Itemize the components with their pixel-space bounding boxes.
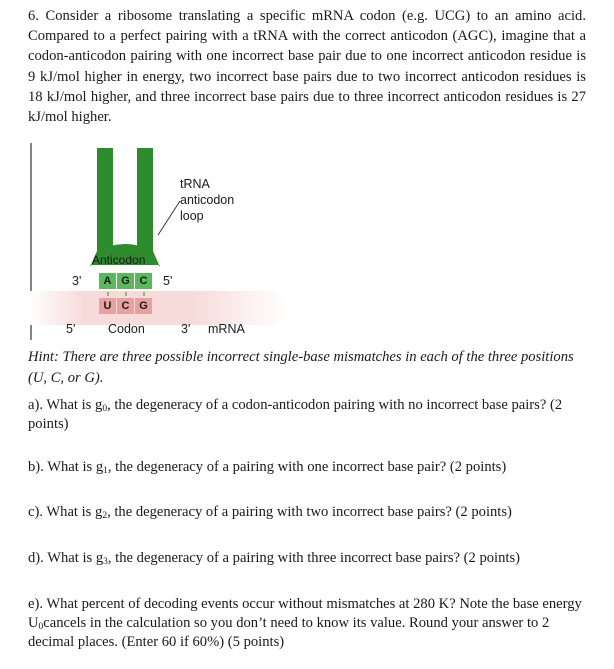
- mrna-5-prime-label: 5': [66, 322, 76, 336]
- label-pointer: [158, 201, 180, 235]
- trna-5-prime-label: 5': [163, 274, 173, 288]
- trna-left-arm: [97, 148, 113, 258]
- trna-3-prime-label: 3': [72, 274, 82, 288]
- question-b: b). What is $g_1$, the degeneracy of a pairing with one incorrect base pair? (2 points): [28, 459, 507, 476]
- ribosome-diagram: [28, 141, 288, 341]
- question-a: a). What is $g_0$, the degeneracy of a codon-anticodon pairing with no incorrect base pairs? (2 points): [28, 397, 563, 432]
- codon-base-u: U: [99, 298, 116, 314]
- anticodon-label: Anticodon: [92, 253, 146, 267]
- trna-right-arm: [137, 148, 153, 258]
- diagram-graphics: [28, 141, 288, 341]
- question-d: d). What is $g_3$, the degeneracy of a pairing with three incorrect base pairs? (2 points): [28, 550, 520, 567]
- trna-label-line-2: anticodon: [180, 193, 235, 207]
- question-c: c). What is $g_2$, the degeneracy of a pairing with two incorrect base pairs? (2 points): [28, 504, 512, 521]
- codon-base-c: C: [117, 298, 134, 314]
- trna-label-line-3: loop: [180, 209, 204, 223]
- anticodon-base-g: G: [117, 273, 134, 289]
- hint-text: Hint: There are three possible incorrect single-base mismatches in each of the three positions (U, C, or G).: [28, 349, 574, 386]
- anticodon-base-a: A: [99, 273, 116, 289]
- codon-label: Codon: [108, 322, 145, 336]
- mrna-band: [28, 291, 288, 325]
- mrna-3-prime-label: 3': [181, 322, 191, 336]
- question-e: e). What percent of decoding events occur without mismatches at 280 K? Note the base energy $U_0cancels$ in the calculation so you don’t need to know its value. Round your answer to 2 decimal places. (Enter 60 if 60%) (5 points): [28, 596, 582, 650]
- trna-label-line-1: tRNA: [180, 177, 210, 191]
- problem-statement: 6. Consider a ribosome translating a specific mRNA codon (e.g. UCG) to an amino acid. Compared to a perfect pairing with a tRNA with the correct anticodon (AGC), imagine that a codon-anticodon pairing with one incorrect base pair due to one incorrect anticodon residue is 9 kJ/mol higher in energy, two incorrect base pairs due to two incorrect anticodon residues is 18 kJ/mol higher, and three incorrect base pairs due to three incorrect anticodon residues is 27 kJ/mol higher.: [28, 8, 586, 126]
- codon-base-g: G: [135, 298, 152, 314]
- anticodon-base-c: C: [135, 273, 152, 289]
- mrna-label: mRNA: [208, 322, 245, 336]
